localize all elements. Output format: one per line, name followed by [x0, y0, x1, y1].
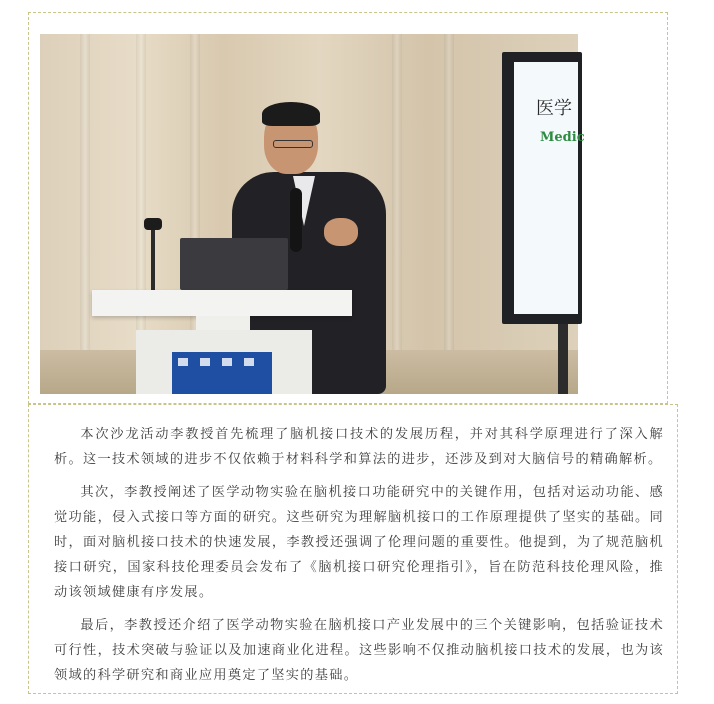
- event-photo: [40, 34, 585, 394]
- curtain-fold: [80, 34, 90, 394]
- screen-title: 医学: [536, 98, 572, 119]
- speaker-hair: [262, 102, 320, 126]
- paragraph-intro: 本次沙龙活动李教授首先梳理了脑机接口技术的发展历程，并对其科学原理进行了深入解析。这一技术领域的进步不仅依赖于材料科学和算法的进步，还涉及到对大脑信号的精确解析。: [54, 427, 664, 467]
- curtain-fold: [392, 34, 402, 394]
- screen-stand: [558, 324, 568, 394]
- screen-subtitle: Medic: [540, 130, 585, 145]
- laptop: [180, 238, 288, 290]
- lectern-top: [92, 290, 352, 316]
- speaker-hand: [324, 218, 358, 246]
- curtain-fold: [444, 34, 454, 394]
- paragraph-ethics: 其次，李教授阐述了医学动物实验在脑机接口功能研究中的关键作用，包括对运动功能、感觉功能，侵入式接口等方面的研究。这些研究为理解脑机接口的工作原理提供了坚实的基础。同时，面对脑机接口技术的快速发展，李教授还强调了伦理问题的重要性。他提到，为了规范脑机接口研究，国家科技伦理委员会发布了《脑机接口研究伦理指引》，旨在防范科技伦理风险，推动该领域健康有序发展。: [54, 485, 664, 600]
- sponsor-logos: [178, 358, 266, 366]
- glasses-icon: [273, 140, 313, 148]
- microphone-icon: [144, 218, 162, 230]
- article-body: [54, 422, 664, 696]
- handheld-microphone-icon: [290, 188, 302, 252]
- paragraph-impact: 最后，李教授还介绍了医学动物实验在脑机接口产业发展中的三个关键影响，包括验证技术可行性，技术突破与验证以及加速商业化进程。这些影响不仅推动脑机接口技术的发展，也为该领域的科学研究和商业应用奠定了坚实的基础。: [54, 618, 664, 683]
